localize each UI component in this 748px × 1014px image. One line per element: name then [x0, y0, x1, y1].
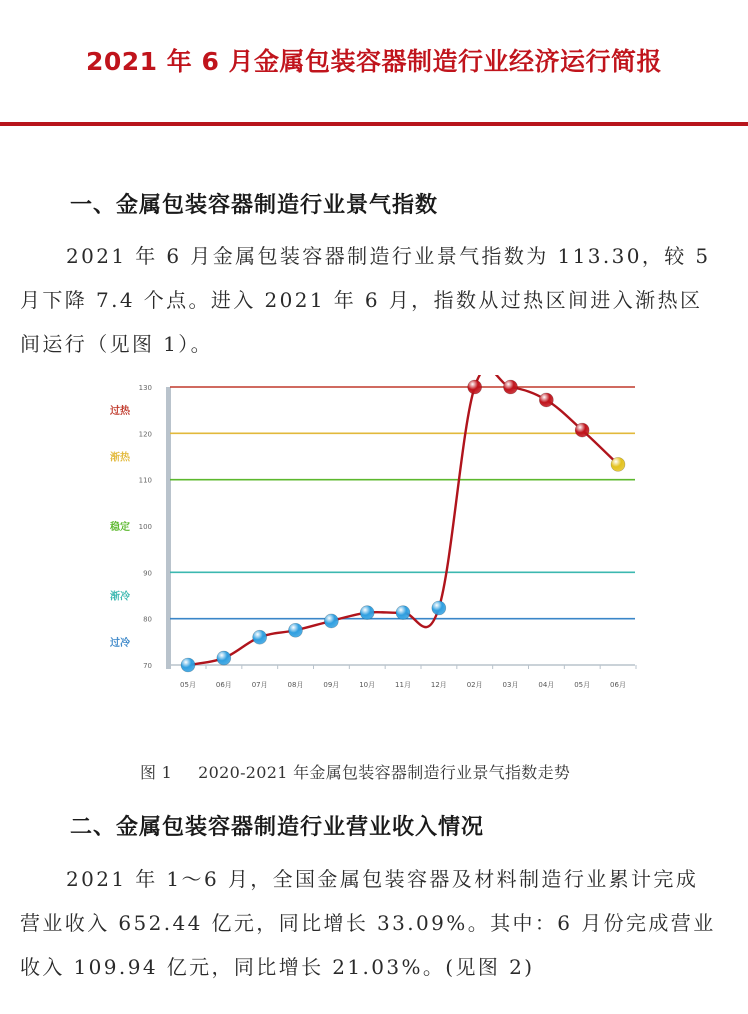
series-line: [188, 375, 618, 665]
section2-paragraph: [20, 857, 738, 989]
data-point-11: [575, 423, 589, 437]
y-tick-label-4: 110: [138, 476, 152, 485]
data-point-2: [253, 630, 267, 644]
y-tick-label-5: 120: [138, 430, 152, 439]
data-point-9: [504, 380, 518, 394]
figure1-caption: [140, 760, 570, 783]
x-tick-label-1: 06月: [215, 681, 232, 689]
chart-svg: [100, 375, 650, 695]
x-tick-label-9: 03月: [502, 681, 519, 689]
zone-label-3: 渐冷: [110, 591, 130, 603]
x-tick-label-11: 05月: [574, 681, 591, 689]
section2-line1: 2021 年 1～6 月，全国金属包装容器及材料制造行业累计完成: [66, 867, 699, 891]
x-tick-label-7: 12月: [430, 681, 447, 689]
x-tick-label-6: 11月: [395, 681, 411, 689]
data-point-1: [217, 651, 231, 665]
data-point-3: [289, 623, 303, 637]
data-point-8: [468, 380, 482, 394]
data-point-6: [396, 606, 410, 620]
zone-label-1: 渐热: [110, 452, 130, 464]
section1-paragraph: [20, 234, 738, 366]
x-tick-label-5: 10月: [359, 681, 376, 689]
section2-heading: 二、金属包装容器制造行业营业收入情况: [70, 814, 485, 840]
x-tick-label-12: 06月: [610, 681, 626, 689]
section1-heading: 一、金属包装容器制造行业景气指数: [70, 192, 439, 218]
zone-label-0: 过热: [110, 406, 130, 418]
section1-line2: 月下降 7.4 个点。进入 2021 年 6 月，指数从过热区间进入渐热区: [20, 288, 703, 312]
data-point-4: [324, 614, 338, 628]
data-point-5: [360, 606, 374, 620]
y-tick-label-3: 100: [138, 523, 152, 531]
data-point-12: [611, 457, 625, 471]
section1-line1: 2021 年 6 月金属包装容器制造行业景气指数为 113.30，较 5: [66, 244, 711, 268]
x-tick-label-0: 05月: [180, 681, 196, 689]
x-tick-label-4: 09月: [323, 681, 340, 689]
y-tick-label-6: 130: [138, 384, 152, 392]
x-tick-label-2: 07月: [251, 681, 268, 689]
y-tick-label-2: 90: [143, 569, 152, 578]
x-tick-label-10: 04月: [538, 681, 555, 689]
zone-label-4: 过冷: [110, 637, 130, 649]
x-tick-label-3: 08月: [287, 681, 304, 689]
y-axis-bar: [166, 387, 171, 669]
y-tick-label-1: 80: [143, 615, 152, 624]
y-tick-label-0: 70: [143, 662, 152, 670]
data-point-10: [539, 393, 553, 407]
title-divider: [0, 122, 748, 126]
section2-line3: 收入 109.94 亿元，同比增长 21.03%。(见图 2): [20, 955, 535, 979]
index-trend-chart: [100, 375, 650, 695]
figure1-label: 图 1: [140, 763, 173, 782]
section2-line2: 营业收入 652.44 亿元，同比增长 33.09%。其中：6 月份完成营业: [20, 911, 716, 935]
data-point-7: [432, 601, 446, 615]
section1-line3: 间运行（见图 1）。: [20, 332, 214, 356]
data-point-0: [181, 658, 195, 672]
document-title: 2021 年 6 月金属包装容器制造行业经济运行简报: [85, 47, 663, 76]
zone-label-2: 稳定: [110, 522, 130, 533]
figure1-caption-text: 2020-2021 年金属包装容器制造行业景气指数走势: [198, 763, 571, 782]
x-tick-label-8: 02月: [466, 681, 483, 689]
